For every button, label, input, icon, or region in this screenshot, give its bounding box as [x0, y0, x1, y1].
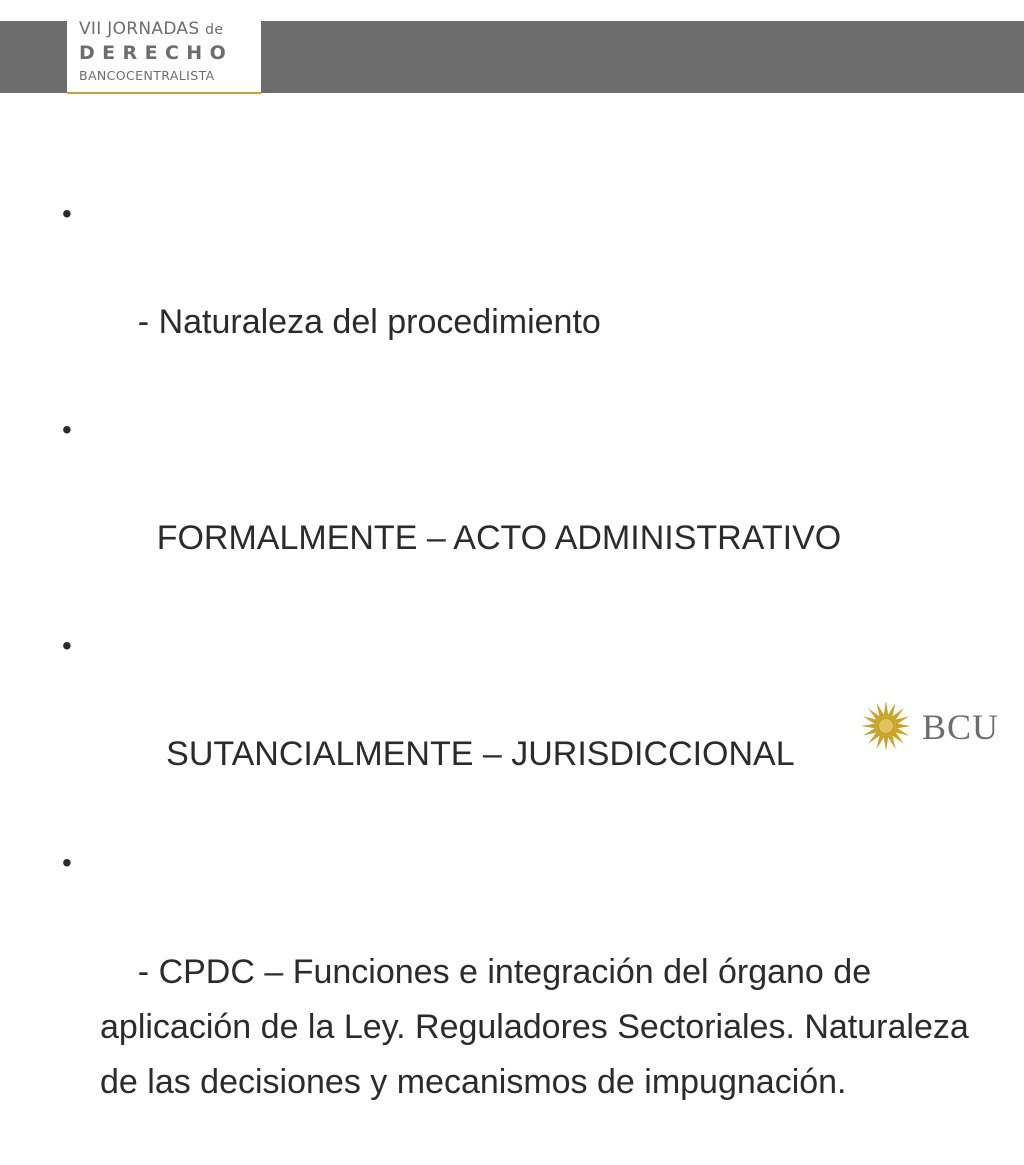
- bcu-logo-text: BCU: [922, 707, 1000, 747]
- bullet-text: - Naturaleza del procedimiento: [137, 303, 601, 341]
- sun-icon: [860, 700, 912, 752]
- bullet-list: [62, 187, 979, 1165]
- logo-line-1: VII JORNADAS: [79, 19, 200, 39]
- logo-line-1-suffix: de: [205, 22, 224, 38]
- jornadas-logo: [67, 10, 261, 94]
- bullet-item: [62, 619, 962, 835]
- bullet-item: [62, 403, 962, 619]
- bullet-item: [62, 835, 979, 1165]
- bullet-text: - CPDC – Funciones e integración del órgano de aplicación de la Ley. Reguladores Sectoriales. Naturaleza de las decisiones y mecanismos de impugnación.: [100, 953, 979, 1101]
- bullet-text: SUTANCIALMENTE – JURISDICCIONAL: [137, 735, 795, 773]
- logo-line-2: DERECHO: [79, 42, 234, 64]
- bullet-item: [62, 187, 962, 403]
- bullet-icon: •: [62, 414, 72, 445]
- bullet-icon: •: [62, 198, 72, 229]
- bullet-icon: •: [62, 630, 72, 661]
- bullet-icon: •: [62, 847, 72, 878]
- logo-line-3: BANCOCENTRALISTA: [79, 68, 215, 83]
- bullet-text: FORMALMENTE – ACTO ADMINISTRATIVO: [137, 519, 842, 557]
- bcu-logo: [856, 700, 1006, 756]
